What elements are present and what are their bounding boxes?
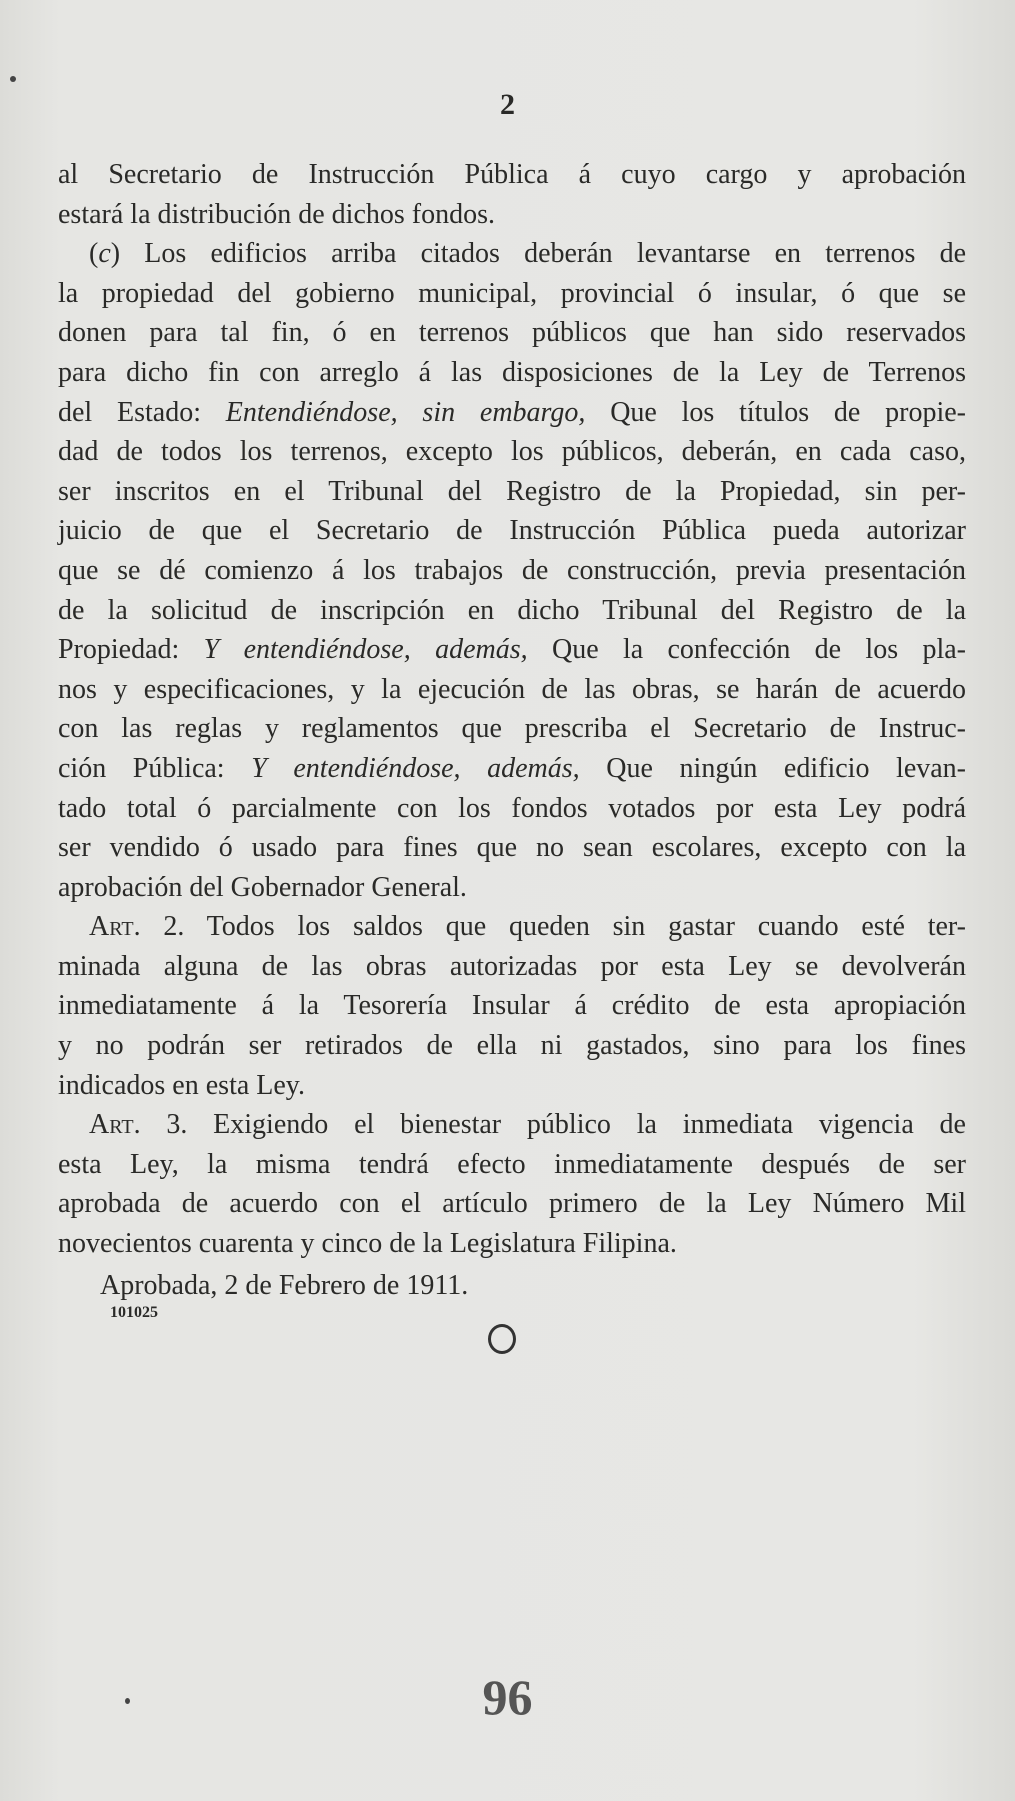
- text-line: Art. 2. Todos los saldos que queden sin gastar cuando esté ter-: [89, 911, 966, 943]
- text-line: indicados en esta Ley.: [58, 1069, 305, 1101]
- text-line: dad de todos los terrenos, excepto los públicos, deberán, en cada caso,: [58, 436, 966, 468]
- text-line: ción Pública: Y entendiéndose, además, Que ningún edificio levan-: [58, 752, 966, 784]
- text-line: y no podrán ser retirados de ella ni gastados, sino para los fines: [58, 1030, 966, 1062]
- text-line: minada alguna de las obras autorizadas por esta Ley se devolverán: [58, 950, 966, 982]
- text-line: para dicho fin con arreglo á las disposiciones de la Ley de Terrenos: [58, 356, 966, 388]
- approval-date: Aprobada, 2 de Febrero de 1911.: [100, 1269, 469, 1301]
- speck-mark: [10, 76, 16, 82]
- text-lines: [58, 155, 966, 1264]
- page-number: 2: [500, 88, 515, 121]
- text-line: del Estado: Entendiéndose, sin embargo, Que los títulos de propie-: [58, 396, 966, 428]
- body-text: [58, 155, 966, 1322]
- text-line: inmediatamente á la Tesorería Insular á crédito de esta apropiación: [58, 990, 966, 1022]
- text-line: (c) Los edificios arriba citados deberán levantarse en terrenos de: [89, 238, 966, 270]
- text-line: ser inscritos en el Tribunal del Registro de la Propiedad, sin per-: [58, 475, 966, 507]
- text-line: que se dé comienzo á los trabajos de construcción, previa presentación: [58, 554, 966, 586]
- text-line: aprobada de acuerdo con el artículo primero de la Ley Número Mil: [58, 1188, 966, 1220]
- text-line: ser vendido ó usado para fines que no sean escolares, excepto con la: [58, 832, 966, 864]
- text-line: esta Ley, la misma tendrá efecto inmediatamente después de ser: [58, 1148, 966, 1180]
- text-line: al Secretario de Instrucción Pública á cuyo cargo y aprobación: [58, 159, 966, 190]
- text-line: estará la distribución de dichos fondos.: [58, 198, 496, 230]
- speck-mark: [125, 1698, 130, 1704]
- text-line: novecientos cuarenta y cinco de la Legislatura Filipina.: [58, 1228, 677, 1260]
- print-code: 101025: [110, 1303, 158, 1321]
- text-line: la propiedad del gobierno municipal, provincial ó insular, ó que se: [58, 277, 966, 309]
- text-line: con las reglas y reglamentos que prescriba el Secretario de Instruc-: [58, 713, 966, 745]
- text-line: tado total ó parcialmente con los fondos votados por esta Ley podrá: [58, 792, 966, 824]
- text-line: de la solicitud de inscripción en dicho Tribunal del Registro de la: [58, 594, 966, 626]
- end-circle-mark: [488, 1324, 516, 1354]
- text-line: juicio de que el Secretario de Instrucción Pública pueda autorizar: [58, 515, 966, 547]
- text-line: Art. 3. Exigiendo el bienestar público la inmediata vigencia de: [89, 1109, 966, 1141]
- footer-number: 96: [482, 1669, 533, 1725]
- text-line: Propiedad: Y entendiéndose, además, Que la confección de los pla-: [58, 634, 966, 666]
- text-line: donen para tal fin, ó en terrenos públicos que han sido reservados: [58, 317, 966, 349]
- text-line: nos y especificaciones, y la ejecución de las obras, se harán de acuerdo: [58, 673, 966, 705]
- text-line: aprobación del Gobernador General.: [58, 871, 467, 903]
